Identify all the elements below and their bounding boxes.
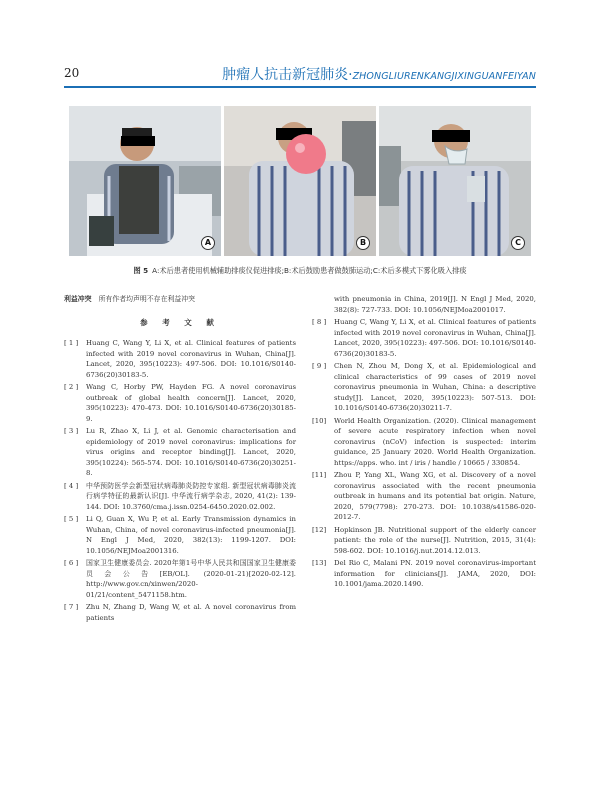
- reference-text: Huang C, Wang Y, Li X, et al. Clinical features of patients infected with 2019 novel coronavirus in Wuhan, China[J]. Lancet, 2020, 395(10223): 497-506. DOI: 10.1016/S0140-6736(20)30183-5.: [86, 339, 296, 379]
- reference-number: [10]: [312, 416, 327, 425]
- reference-item: [64, 481, 296, 513]
- reference-item: [312, 558, 536, 590]
- reference-number: [ 1 ]: [64, 339, 79, 347]
- reference-number: [ 2 ]: [64, 383, 79, 391]
- reference-item: [312, 361, 536, 414]
- left-column: [64, 294, 296, 625]
- header-title: 肿瘤人抗击新冠肺炎: [222, 67, 349, 83]
- reference-text: Del Rio C, Malani PN. 2019 novel coronavirus-important information for clinicians[J]. JAMA, 2020, DOI: 10.1001/jama.2020.1490.: [334, 559, 536, 588]
- reference-item: [64, 382, 296, 424]
- conflict-label: 利益冲突: [64, 295, 92, 303]
- reference-item: [312, 416, 536, 469]
- reference-item: [64, 426, 296, 479]
- reference-item: [312, 525, 536, 557]
- reference-item: [64, 602, 296, 623]
- patient-photo-c: [379, 106, 531, 256]
- reference-number: [ 4 ]: [64, 481, 79, 490]
- reference-number: [ 5 ]: [64, 515, 79, 523]
- conflict-text: 所有作者均声明不存在利益冲突: [98, 295, 196, 303]
- reference-text: Lu R, Zhao X, Li J, et al. Genomic characterisation and epidemiology of 2019 novel coronavirus: implications for virus origins and receptor binding[J]. Lancet, 2020, 395(10224): 565-574. DOI: 10.1016/S0140-6736(20)30251-8.: [86, 427, 296, 477]
- figure-caption-text: A:术后患者使用机械辅助排痰仪促进排痰;B:术后鼓励患者做鼓肺运动;C:术后多模式下雾化吸入排痰: [152, 266, 467, 275]
- photo-panel-a: [69, 106, 221, 256]
- photo-panel-c: [379, 106, 531, 256]
- panel-label-a: A: [201, 236, 215, 250]
- reference-text: Huang C, Wang Y, Li X, et al. Clinical features of patients infected with 2019 novel coronavirus in Wuhan, China[J]. Lancet, 2020, 395(10223): 497-506. DOI: 10.1016/S0140-6736(20)30183-5.: [334, 318, 536, 358]
- figure-caption-label: 图 5: [133, 266, 149, 275]
- reference-item: [64, 558, 296, 600]
- reference-number: [ 9 ]: [312, 362, 327, 370]
- reference-text: World Health Organization. (2020). Clinical management of severe acute respiratory infection when novel coronavirus (nCoV) infection is suspected: interim guidance, 25 January 2020. World Health Organization. https://apps. who. int / iris / handle / 10665 / 330854.: [334, 416, 536, 467]
- reference-text: Wang C, Horby PW, Hayden FG. A novel coronavirus outbreak of global health concern[J]. Lancet, 2020, 395(10223): 470-473. DOI: 10.1016/S0140-6736(20)30185-9.: [86, 383, 296, 423]
- figure-photos: [69, 106, 531, 256]
- header-dot: ·: [348, 67, 353, 83]
- reference-item: [64, 338, 296, 380]
- right-column: [312, 294, 536, 592]
- reference-text: Chen N, Zhou M, Dong X, et al. Epidemiological and clinical characteristics of 99 cases of 2019 novel coronavirus pneumonia in Wuhan, China: a descriptive study[J]. Lancet, 2020, 395(10223): 507-513. DOI: 10.1016/S0140-6736(20)30211-7.: [334, 362, 536, 412]
- reference-text: Li Q, Guan X, Wu P, et al. Early Transmission dynamics in Wuhan, China, of novel coronavirus-infected pneumonia[J]. N Engl J Med, 2020, 382(13): 1199-1207. DOI: 10.1056/NEJMoa2001316.: [86, 515, 296, 555]
- reference-number: [12]: [312, 525, 327, 534]
- reference-number: [ 8 ]: [312, 318, 327, 326]
- photo-panel-b: [224, 106, 376, 256]
- journal-header: [222, 64, 536, 84]
- reference-text: Zhou P, Yang XL, Wang XG, et al. Discovery of a novel coronavirus associated with the recent pneumonia outbreak in humans and its potential bat origin. Nature, 2020, 579(7798): 270-273. DOI: 10.1038/s41586-020-2012-7.: [334, 471, 536, 521]
- header-rule: [64, 86, 536, 88]
- references-title: 参 考 文 献: [140, 317, 220, 327]
- reference-number: [11]: [312, 471, 327, 479]
- patient-photo-a: [69, 106, 221, 256]
- reference-text: Hopkinson JB. Nutritional support of the elderly cancer patient: the role of the nurse[J]. Nutrition, 2015, 31(4): 598-602. DOI: 10.1016/j.nut.2014.12.013.: [334, 525, 536, 555]
- reference-item: [312, 317, 536, 359]
- conflict-statement: [64, 294, 296, 305]
- reference-text: 国家卫生健康委员会. 2020年第1号中华人民共和国国家卫生健康委员会公告[EB/OL]. (2020-01-21)[2020-02-12]. http://www.gov.cn/xinwen/2020-01/21/content_5471158.htm.: [86, 559, 296, 599]
- reference-number: [13]: [312, 559, 327, 567]
- panel-label-b: B: [356, 236, 370, 250]
- panel-label-c: C: [511, 236, 525, 250]
- reference-item: [312, 470, 536, 523]
- page-number: 20: [64, 66, 80, 80]
- header-subtitle: ZHONGLIURENKANGJIXINGUANFEIYAN: [352, 71, 536, 82]
- reference-continuation: with pneumonia in China, 2019[J]. N Engl J Med, 2020, 382(8): 727-733. DOI: 10.1056/NEJMoa2001017.: [334, 295, 536, 314]
- reference-text: 中华预防医学会新型冠状病毒肺炎防控专家组. 新型冠状病毒肺炎流行病学特征的最新认识[J]. 中华流行病学杂志, 2020, 41(2): 139-144. DOI: 10.3760/cma.j.issn.0254-6450.2020.02.002.: [86, 481, 296, 511]
- reference-item: [64, 514, 296, 556]
- reference-number: [ 3 ]: [64, 427, 79, 435]
- patient-photo-b: [224, 106, 376, 256]
- figure-caption: [0, 266, 600, 276]
- reference-number: [ 7 ]: [64, 603, 79, 611]
- reference-number: [ 6 ]: [64, 559, 79, 567]
- reference-text: Zhu N, Zhang D, Wang W, et al. A novel coronavirus from patients: [86, 603, 296, 622]
